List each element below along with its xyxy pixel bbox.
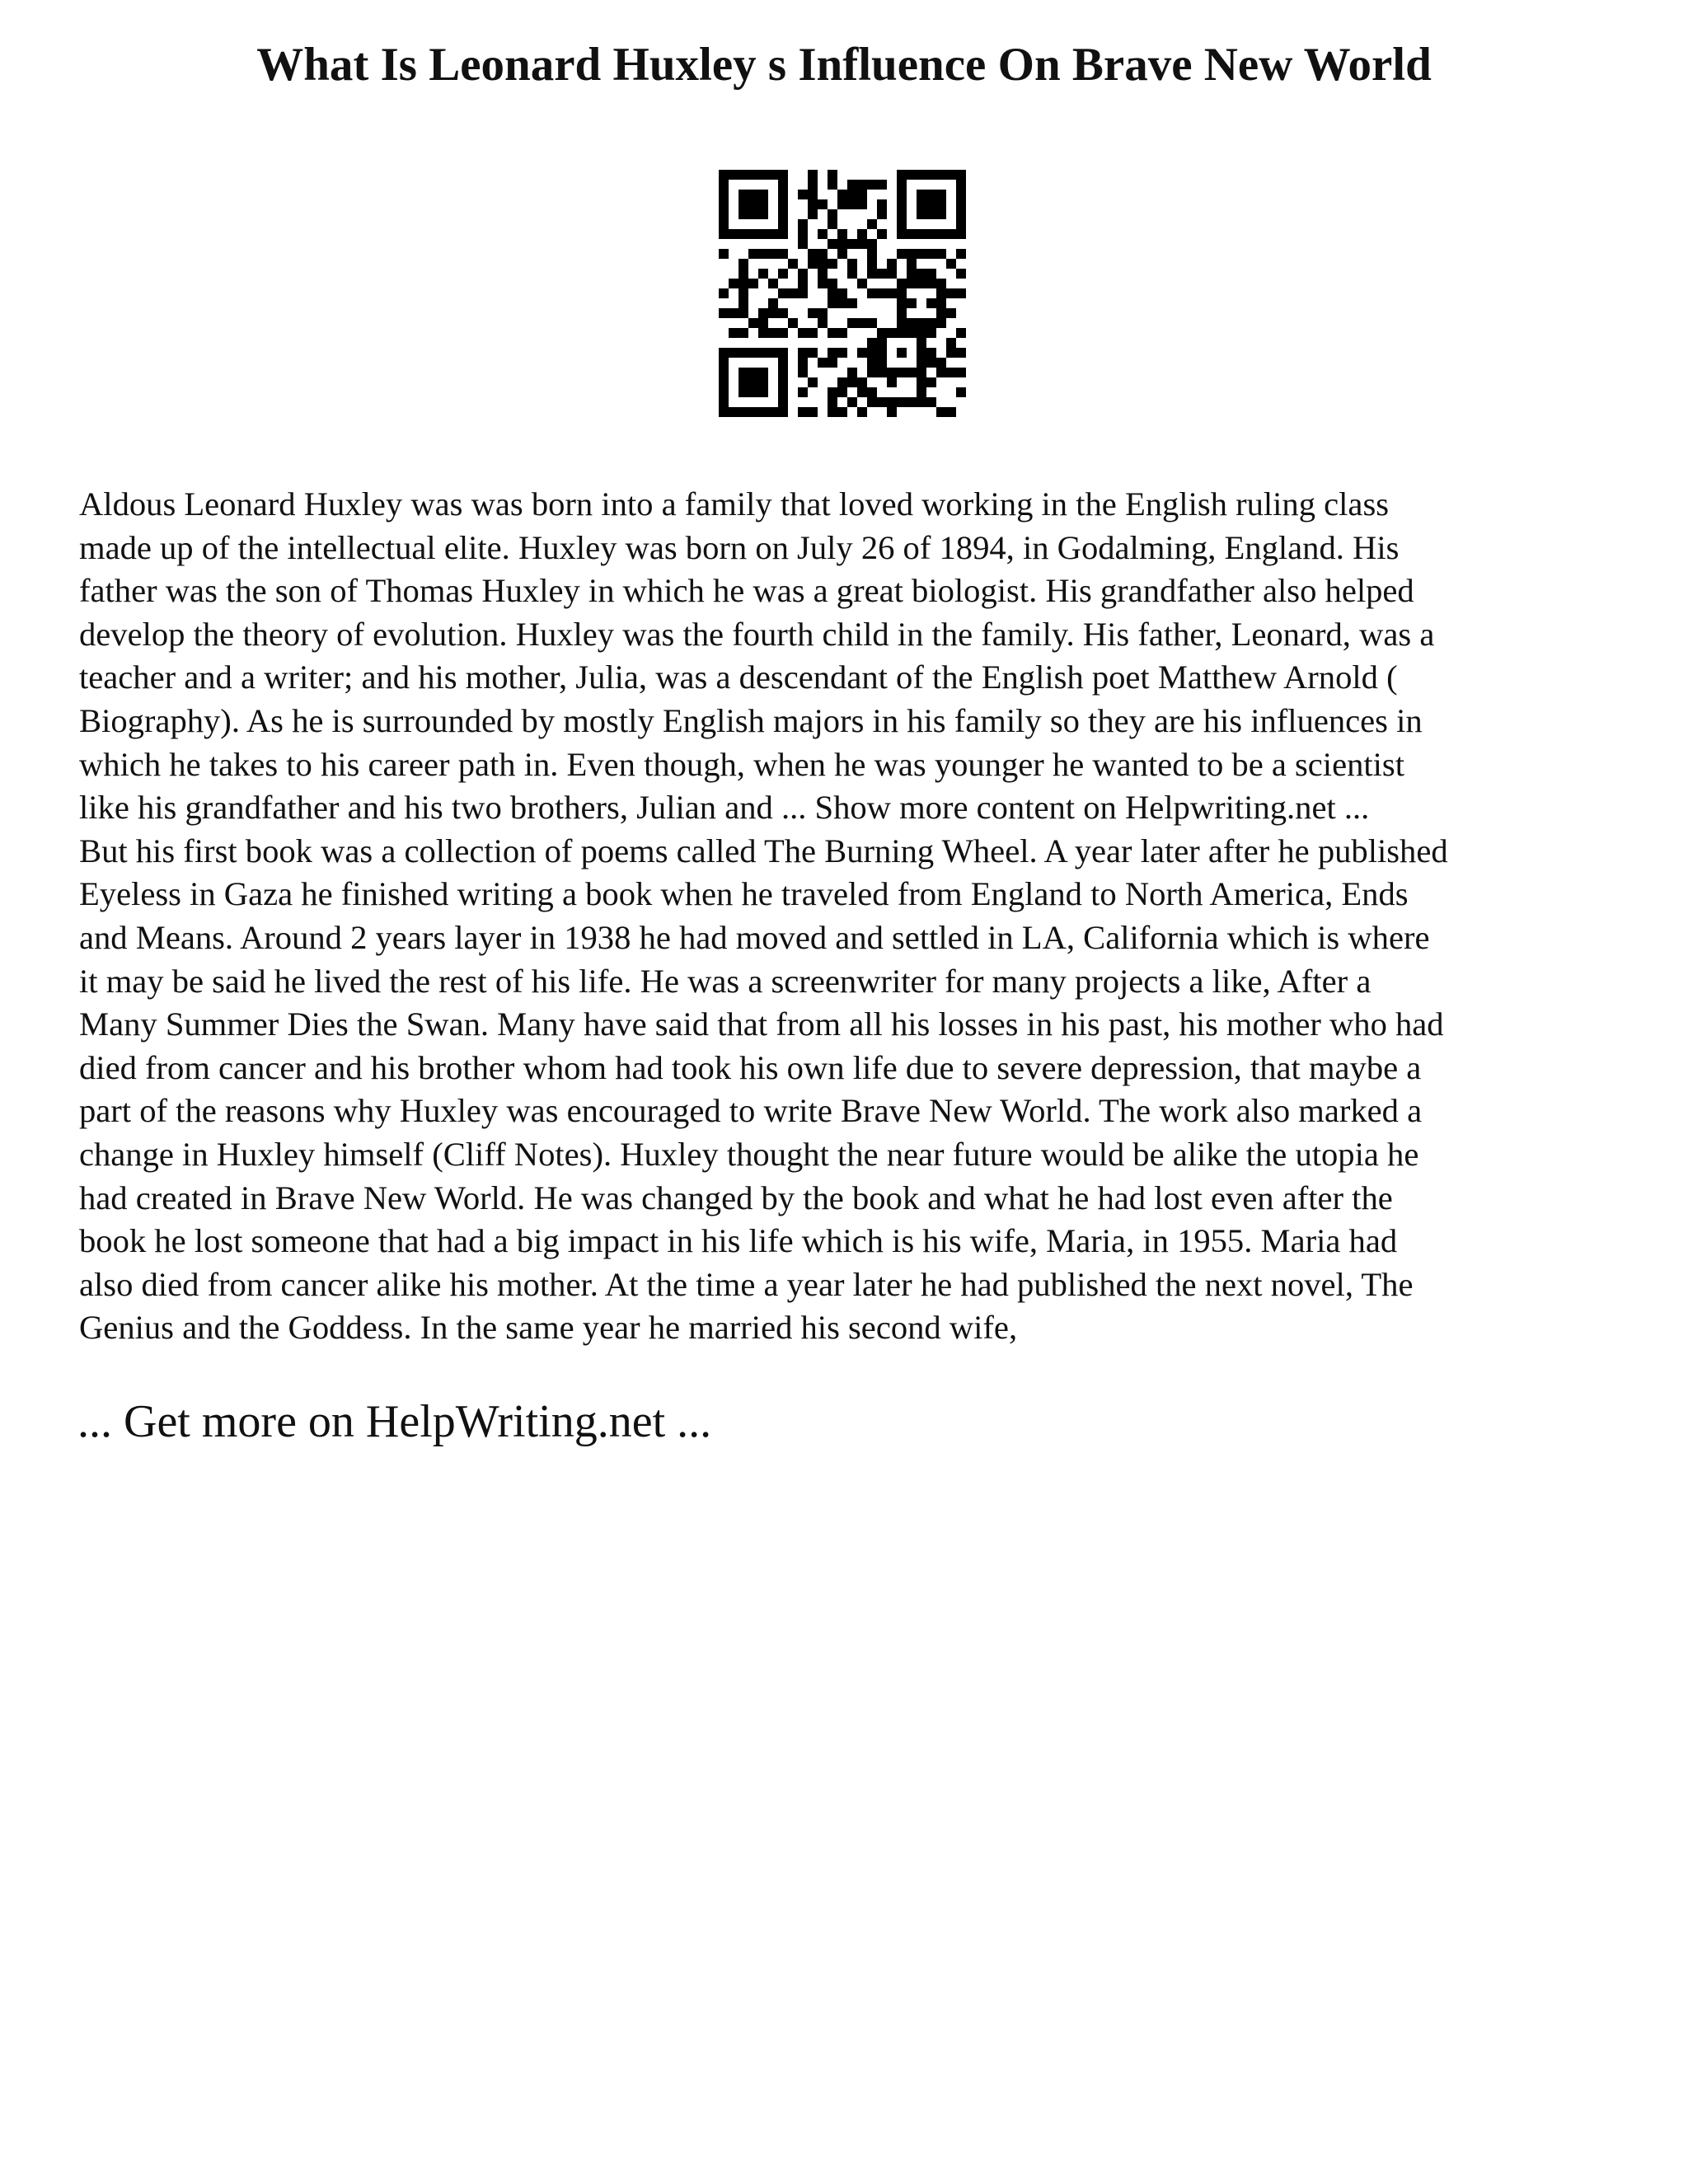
get-more-link[interactable]: ... Get more on HelpWriting.net ... bbox=[77, 1396, 712, 1447]
body-line: teacher and a writer; and his mother, Julia, was a descendant of the English poet Matthew Arnold ( bbox=[79, 658, 1398, 696]
body-line: Many Summer Dies the Swan. Many have said that from all his losses in his past, his mother who had bbox=[79, 1005, 1444, 1043]
body-line: and Means. Around 2 years layer in 1938 he had moved and settled in LA, California which is where bbox=[79, 918, 1430, 956]
body-line: it may be said he lived the rest of his life. He was a screenwriter for many projects a like, After a bbox=[79, 962, 1372, 1000]
document-title: What Is Leonard Huxley s Influence On Brave New World bbox=[256, 39, 1432, 91]
body-line: develop the theory of evolution. Huxley was the fourth child in the family. His father, Leonard, was a bbox=[79, 615, 1435, 653]
body-line: book he lost someone that had a big impact in his life which is his wife, Maria, in 1955. Maria had bbox=[79, 1222, 1398, 1260]
body-line: Eyeless in Gaza he finished writing a book when he traveled from England to North America, Ends bbox=[79, 875, 1409, 913]
qr-code-graphic bbox=[719, 170, 966, 417]
body-line: Aldous Leonard Huxley was was born into a family that loved working in the English ruling class bbox=[79, 485, 1390, 523]
body-line: change in Huxley himself (Cliff Notes). Huxley thought the near future would be alike the utopia he bbox=[79, 1135, 1419, 1173]
body-line: Genius and the Goddess. In the same year he married his second wife, bbox=[79, 1309, 1018, 1347]
article-body bbox=[79, 483, 1620, 1350]
body-line: died from cancer and his brother whom had took his own life due to severe depression, that maybe a bbox=[79, 1048, 1422, 1086]
body-line: had created in Brave New World. He was changed by the book and what he had lost even after the bbox=[79, 1179, 1393, 1216]
body-line: also died from cancer alike his mother. At the time a year later he had published the next novel, The bbox=[79, 1265, 1414, 1303]
body-line: But his first book was a collection of poems called The Burning Wheel. A year later after he published bbox=[79, 832, 1448, 869]
body-line: which he takes to his career path in. Even though, when he was younger he wanted to be a scientist bbox=[79, 745, 1404, 783]
body-line: part of the reasons why Huxley was encouraged to write Brave New World. The work also marked a bbox=[79, 1092, 1423, 1130]
body-line: father was the son of Thomas Huxley in which he was a great biologist. His grandfather also helped bbox=[79, 572, 1414, 610]
body-line: Biography). As he is surrounded by mostly English majors in his family so they are his influences in bbox=[79, 701, 1423, 739]
body-line: made up of the intellectual elite. Huxley was born on July 26 of 1894, in Godalming, England. His bbox=[79, 528, 1400, 566]
body-line: like his grandfather and his two brothers, Julian and ... Show more content on Helpwriting.net ... bbox=[79, 789, 1370, 827]
qr-code-icon bbox=[719, 170, 966, 417]
